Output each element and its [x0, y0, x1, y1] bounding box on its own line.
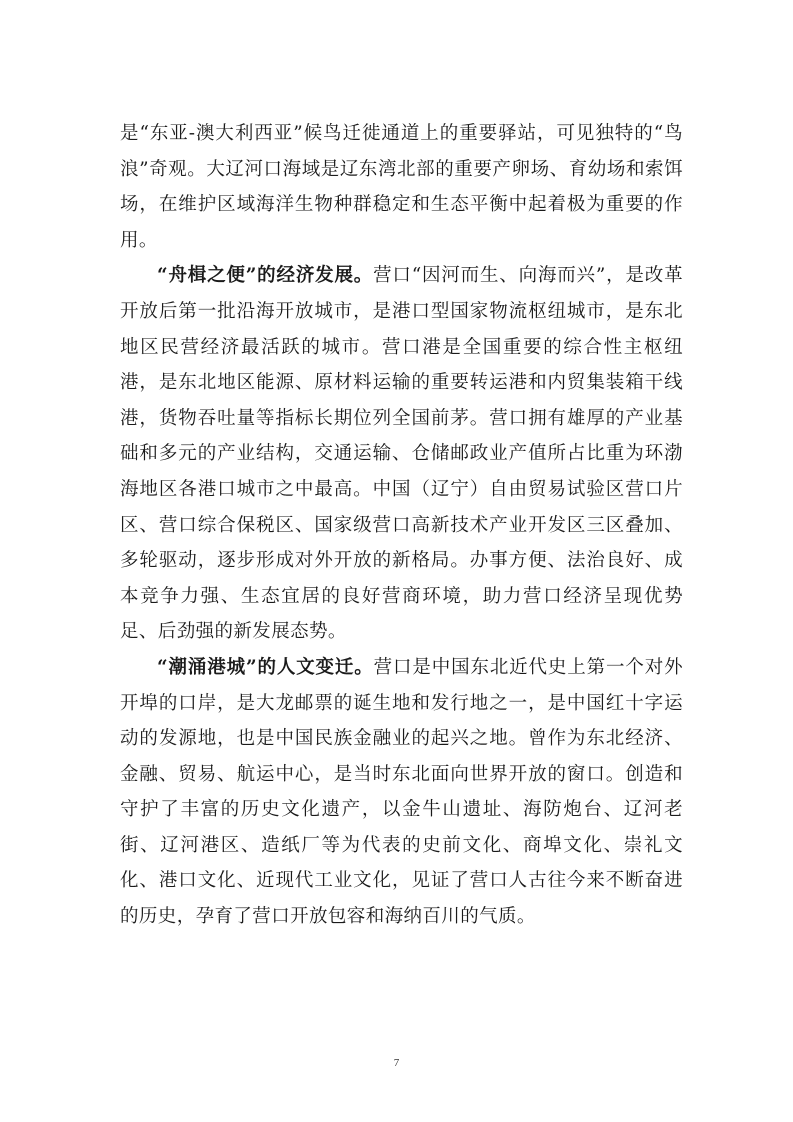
paragraph-bird-habitat [120, 116, 683, 258]
paragraph-heading: “潮涌港城”的人文变迁。 [157, 656, 374, 678]
page-body [120, 116, 683, 935]
page-number: 7 [393, 1057, 400, 1069]
paragraph-heading: “舟楫之便”的经济发展。 [157, 265, 374, 287]
paragraph-body: 营口是中国东北近代史上第一个对外开埠的口岸，是大龙邮票的诞生地和发行地之一，是中国红十字运动的发源地，也是中国民族金融业的起兴之地。曾作为东北经济、金融、贸易、航运中心，是当时东北面向世界开放的窗口。创造和守护了丰富的历史文化遗产，以金牛山遗址、海防炮台、辽河老街、辽河港区、造纸厂等为代表的史前文化、商埠文化、崇礼文化、港口文化、近现代工业文化，见证了营口人古往今来不断奋进的历史，孕育了营口开放包容和海纳百川的气质。 [120, 656, 683, 928]
paragraph-body: 是“东亚-澳大利西亚”候鸟迁徙通道上的重要驿站，可见独特的“鸟浪”奇观。大辽河口海域是辽东湾北部的重要产卵场、育幼场和索饵场，在维护区域海洋生物种群稳定和生态平衡中起着极为重要的作用。 [120, 123, 683, 251]
paragraph-cultural-history [120, 650, 683, 935]
paragraph-economic-development [120, 258, 683, 650]
paragraph-body: 营口“因河而生、向海而兴”，是改革开放后第一批沿海开放城市，是港口型国家物流枢纽城市，是东北地区民营经济最活跃的城市。营口港是全国重要的综合性主枢纽港，是东北地区能源、原材料运输的重要转运港和内贸集装箱干线港，货物吞吐量等指标长期位列全国前茅。营口拥有雄厚的产业基础和多元的产业结构，交通运输、仓储邮政业产值所占比重为环渤海地区各港口城市之中最高。中国（辽宁）自由贸易试验区营口片区、营口综合保税区、国家级营口高新技术产业开发区三区叠加、多轮驱动，逐步形成对外开放的新格局。办事方便、法治良好、成本竞争力强、生态宜居的良好营商环境，助力营口经济呈现优势足、后劲强的新发展态势。 [120, 265, 683, 643]
